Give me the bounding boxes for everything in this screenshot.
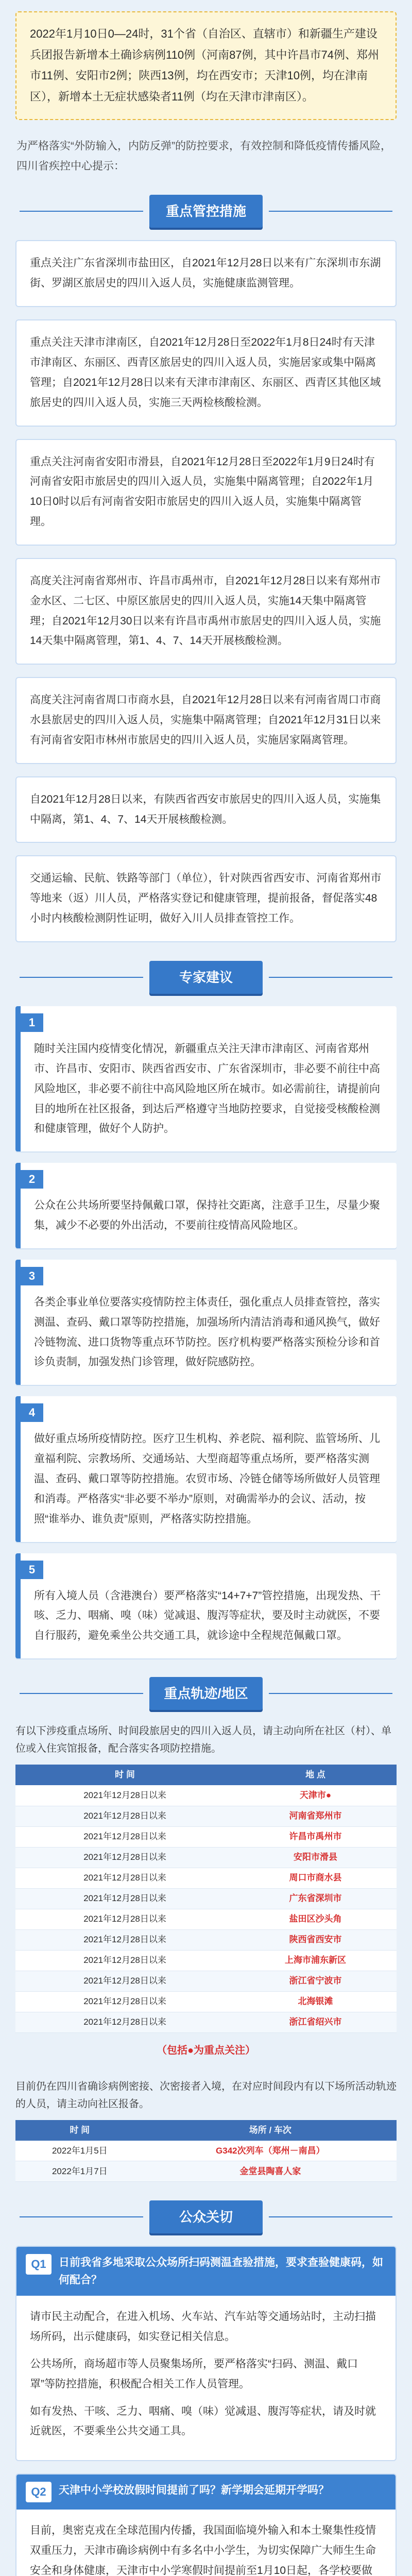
table-row [15, 1950, 397, 1971]
cases-table [15, 2120, 397, 2182]
advice-card [15, 1396, 397, 1541]
advice-number-badge: 5 [21, 1561, 43, 1579]
table-cell-time: 2021年12月28日以来 [15, 1909, 234, 1929]
cases-intro: 目前仍在四川省确诊病例密接、次密接者入境，在对应时间段内有以下场所活动轨迹的人员，请主动向社区报备。 [15, 2080, 397, 2110]
control-card-list [0, 240, 412, 942]
table-row [15, 1909, 397, 1929]
tracks-table-header-place: 地 点 [234, 1765, 397, 1785]
table-cell-time: 2021年12月28日以来 [15, 2012, 234, 2032]
control-card: 自2021年12月28日以来，有陕西省西安市旅居史的四川入返人员，实施集中隔离，第1、4、7、14天开展核酸检测。 [15, 776, 397, 843]
control-card: 高度关注河南省郑州市、许昌市禹州市，自2021年12月28日以来有郑州市金水区、二七区、中原区旅居史的四川入返人员，实施14天集中隔离管理；自2021年12月30日以来有许昌市禹州市旅居史的四川入返人员，实施14天集中隔离管理，第1、4、7、14天开展核酸检测。 [15, 558, 397, 665]
tracks-footnote: （包括●为重点关注） [156, 2044, 256, 2056]
qa-list [0, 2246, 412, 2576]
table-row [15, 1991, 397, 2012]
table-row [15, 1929, 397, 1950]
advice-card [15, 1163, 397, 1248]
table-row [15, 1847, 397, 1868]
control-card: 重点关注天津市津南区，自2021年12月28日至2022年1月8日24时有天津市津南区、东丽区、西青区旅居史的四川入返人员，实施居家或集中隔离管理；自2021年12月28日以来有天津市津南区、东丽区、西青区其他区域旅居史的四川入返人员，实施三天两检核酸检测。 [15, 319, 397, 426]
table-cell-time: 2021年12月28日以来 [15, 1991, 234, 2012]
qa-answer-paragraph: 目前，奥密克戎在全球范围内传播，我国面临境外输入和本土聚集性疫情双重压力，天津市确诊病例中有多名中小学生，为切实保障广大师生生命安全和身体健康，天津市中小学寒假时间提前至1月10日起，各学校要做 [30, 2524, 376, 2576]
table-row [15, 1971, 397, 1991]
section-banner-advice: 专家建议 [149, 961, 263, 994]
table-cell-time: 2022年1月7日 [15, 2161, 144, 2182]
advice-text: 随时关注国内疫情变化情况，新疆重点关注天津市津南区、河南省郑州市、许昌市、安阳市、陕西省西安市、广东省深圳市，非必要不前往中高风险地区，非必要不前往中高风险地区所在城市。如必需前往，请提前向目的地所在社区报备，到达后严格遵守当地防控要求，自觉接受核酸检测和健康管理，做好个人防护。 [34, 1043, 380, 1135]
table-row [15, 2161, 397, 2182]
intro-note: 为严格落实“外防输入，内防反弹”的防控要求，有效控制和降低疫情传播风险，四川省疾控中心提示： [16, 140, 391, 172]
table-cell-time: 2021年12月28日以来 [15, 1868, 234, 1888]
advice-text: 所有入境人员（含港澳台）要严格落实“14+7+7”管控措施，出现发热、干咳、乏力、咽痛、嗅（味）觉减退、腹泻等症状，要及时主动就医，不要自行服药，避免乘坐公共交通工具，就诊途中全程规范佩戴口罩。 [34, 1589, 381, 1642]
table-cell-place: G342次列车（郑州－南昌） [144, 2141, 397, 2161]
qa-answer [16, 2296, 396, 2460]
table-cell-place: 安阳市滑县 [234, 1847, 397, 1868]
control-card: 重点关注河南省安阳市滑县，自2021年12月28日至2022年1月9日24时有河南省安阳市旅居史的四川入返人员，实施集中隔离管理；自2022年1月10日0时以后有河南省安阳市旅居史的四川入返人员，实施集中隔离管理。 [15, 439, 397, 546]
table-cell-time: 2021年12月28日以来 [15, 1806, 234, 1826]
table-row [15, 2012, 397, 2032]
qa-item [15, 2473, 397, 2576]
advice-card [15, 1553, 397, 1659]
section-banner-public: 公众关切 [149, 2200, 263, 2233]
section-banner-control: 重点管控措施 [149, 195, 263, 228]
table-cell-time: 2021年12月28日以来 [15, 1950, 234, 1971]
control-card: 高度关注河南省周口市商水县，自2021年12月28日以来有河南省周口市商水县旅居史的四川入返人员，实施集中隔离管理；自2021年12月31日以来有河南省安阳市林州市旅居史的四川入返人员，实施居家隔离管理。 [15, 677, 397, 764]
table-cell-time: 2022年1月5日 [15, 2141, 144, 2161]
table-cell-place: 天津市● [234, 1785, 397, 1806]
control-card: 交通运输、民航、铁路等部门（单位），针对陕西省西安市、河南省郑州市等地来（返）川人员，严格落实登记和健康管理，提前报备，督促落实48小时内核酸检测阴性证明，做好入川人员排查管控工作。 [15, 855, 397, 942]
table-row [15, 1806, 397, 1826]
table-cell-time: 2021年12月28日以来 [15, 1929, 234, 1950]
table-cell-time: 2021年12月28日以来 [15, 1785, 234, 1806]
table-cell-place: 浙江省绍兴市 [234, 2012, 397, 2032]
qa-tag: Q1 [26, 2254, 52, 2275]
advice-text: 各类企事业单位要落实疫情防控主体责任，强化重点人员排查管控，落实测温、查码、戴口罩等防控措施，加强场所内清洁消毒和通风换气，做好冷链物流、进口货物等重点环节防控。医疗机构要严格落实预检分诊和首诊负责制，加强发热门诊管理，做好院感防控。 [34, 1296, 380, 1368]
table-cell-time: 2021年12月28日以来 [15, 1847, 234, 1868]
table-row [15, 1888, 397, 1909]
cases-table-header-place: 场所 / 车次 [144, 2120, 397, 2141]
table-cell-place: 浙江省宁波市 [234, 1971, 397, 1991]
advice-card [15, 1260, 397, 1385]
qa-question-bar [16, 2475, 396, 2510]
advice-text: 公众在公共场所要坚持佩戴口罩，保持社交距离，注意手卫生，尽量少聚集，减少不必要的外出活动，不要前往疫情高风险地区。 [34, 1199, 380, 1232]
table-cell-place: 河南省郑州市 [234, 1806, 397, 1826]
cases-table-header-time: 时 间 [15, 2120, 144, 2141]
advice-number-badge: 2 [21, 1170, 43, 1189]
table-cell-place: 陕西省西安市 [234, 1929, 397, 1950]
table-row [15, 1785, 397, 1806]
table-cell-place: 周口市商水县 [234, 1868, 397, 1888]
table-cell-time: 2021年12月28日以来 [15, 1888, 234, 1909]
qa-question: 天津中小学校放假时间提前了吗？新学期会延期开学吗？ [59, 2484, 329, 2497]
tracks-table [15, 1765, 397, 2033]
table-cell-place: 广东省深圳市 [234, 1888, 397, 1909]
intro-text: 2022年1月10日0—24时，31个省（自治区、直辖市）和新疆生产建设兵团报告新增本土确诊病例110例（河南87例，其中许昌市74例、郑州市11例、安阳市2例；陕西13例，均在西安市；天津10例，均在津南区），新增本土无症状感染者11例（均在天津市津南区）。 [30, 27, 380, 104]
section-banner-tracks: 重点轨迹/地区 [149, 1677, 263, 1710]
advice-card [15, 1006, 397, 1151]
qa-answer-paragraph: 如有发热、干咳、乏力、咽痛、嗅（味）觉减退、腹泻等症状，请及时就近就医，不要乘坐公共交通工具。 [30, 2405, 376, 2437]
qa-answer-paragraph: 请市民主动配合，在进入机场、火车站、汽车站等交通场站时，主动扫描场所码，出示健康码，如实登记相关信息。 [30, 2311, 376, 2343]
advice-list [0, 1006, 412, 1658]
tracks-table-header-time: 时 间 [15, 1765, 234, 1785]
advice-number-badge: 4 [21, 1403, 43, 1422]
table-cell-place: 北海银滩 [234, 1991, 397, 2012]
qa-question-bar [16, 2247, 396, 2296]
qa-item [15, 2246, 397, 2461]
table-cell-place: 许昌市禹州市 [234, 1826, 397, 1847]
intro-box [15, 11, 397, 120]
qa-tag: Q2 [26, 2482, 52, 2502]
qa-answer-paragraph: 公共场所，商场超市等人员聚集场所，要严格落实“扫码、测温、戴口罩”等防控措施，积极配合相关工作人员管理。 [30, 2358, 358, 2390]
advice-number-badge: 3 [21, 1267, 43, 1285]
qa-answer [16, 2510, 396, 2576]
table-cell-time: 2021年12月28日以来 [15, 1971, 234, 1991]
qa-question: 日前我省多地采取公众场所扫码测温查验措施，要求查验健康码，如何配合？ [59, 2257, 383, 2286]
table-cell-place: 金堂县陶喜人家 [144, 2161, 397, 2182]
advice-text: 做好重点场所疫情防控。医疗卫生机构、养老院、福利院、监管场所、儿童福利院、宗教场所、交通场站、大型商超等重点场所，要严格落实测温、查码、戴口罩等防控措施。农贸市场、冷链仓储等场所做好人员管理和消毒。严格落实“非必要不举办”原则，对确需举办的会议、活动，按照“谁举办、谁负责”原则，严格落实防控措施。 [34, 1433, 380, 1525]
table-cell-place: 盐田区沙头角 [234, 1909, 397, 1929]
table-row [15, 2141, 397, 2161]
table-cell-time: 2021年12月28日以来 [15, 1826, 234, 1847]
tracks-intro: 有以下涉疫重点场所、时间段旅居史的四川入返人员，请主动向所在社区（村）、单位或入住宾馆报备，配合落实各项防控措施。 [15, 1725, 391, 1755]
control-card: 重点关注广东省深圳市盐田区，自2021年12月28日以来有广东深圳市东湖街、罗湖区旅居史的四川入返人员，实施健康监测管理。 [15, 240, 397, 307]
table-row [15, 1868, 397, 1888]
table-row [15, 1826, 397, 1847]
table-cell-place: 上海市浦东新区 [234, 1950, 397, 1971]
advice-number-badge: 1 [21, 1013, 43, 1032]
